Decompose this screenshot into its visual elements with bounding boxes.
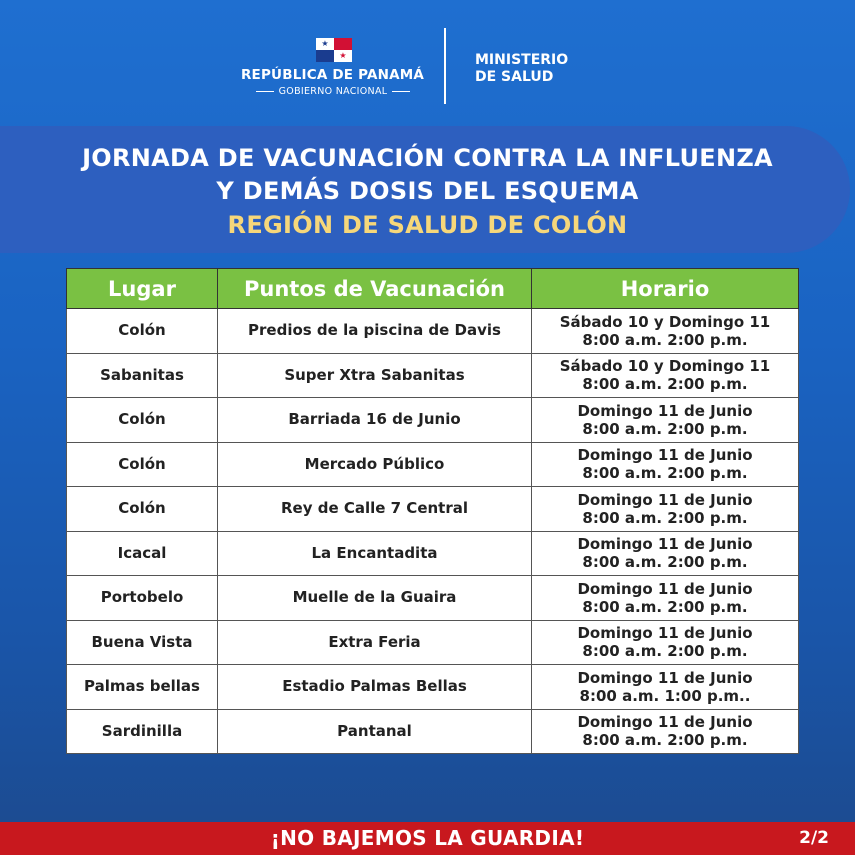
column-header-puntos: Puntos de Vacunación [218, 269, 532, 309]
table-header-row [67, 269, 799, 309]
ministerio-label [475, 52, 568, 86]
horario-time: 8:00 a.m. 2:00 p.m. [582, 731, 748, 750]
horario-day: Domingo 11 de Junio [577, 624, 753, 643]
horario-time: 8:00 a.m. 2:00 p.m. [582, 642, 748, 661]
cell-punto: Barriada 16 de Junio [218, 398, 532, 443]
flag-blue-star-icon: ★ [316, 38, 334, 50]
cell-lugar: Sabanitas [67, 353, 218, 398]
cell-punto: Rey de Calle 7 Central [218, 487, 532, 532]
horario-day: Domingo 11 de Junio [577, 535, 753, 554]
table-row [67, 398, 799, 443]
right-dash [392, 91, 410, 92]
horario-time: 8:00 a.m. 2:00 p.m. [582, 553, 748, 572]
flag-red-quarter [334, 38, 352, 50]
title-line2: Y DEMÁS DOSIS DEL ESQUEMA [216, 177, 639, 205]
table-row [67, 442, 799, 487]
cell-lugar: Portobelo [67, 576, 218, 621]
horario-day: Domingo 11 de Junio [577, 446, 753, 465]
column-header-horario: Horario [532, 269, 799, 309]
cell-lugar: Colón [67, 487, 218, 532]
horario-time: 8:00 a.m. 2:00 p.m. [582, 597, 748, 616]
table-row [67, 353, 799, 398]
title-line1: JORNADA DE VACUNACIÓN CONTRA LA INFLUENZA [82, 144, 773, 172]
horario-day: Domingo 11 de Junio [577, 668, 753, 687]
column-header-lugar: Lugar [67, 269, 218, 309]
republica-label: REPÚBLICA DE PANAMÁ [240, 67, 425, 83]
footer-bar [0, 822, 855, 855]
cell-punto: Super Xtra Sabanitas [218, 353, 532, 398]
cell-horario [532, 353, 799, 398]
footer-slogan: ¡NO BAJEMOS LA GUARDIA! [270, 826, 585, 850]
cell-lugar: Sardinilla [67, 709, 218, 754]
cell-horario [532, 398, 799, 443]
table-row [67, 487, 799, 532]
table-row [67, 665, 799, 710]
horario-time: 8:00 a.m. 2:00 p.m. [582, 419, 748, 438]
ministerio-line1: MINISTERIO [475, 52, 569, 68]
cell-horario [532, 442, 799, 487]
horario-day: Domingo 11 de Junio [577, 490, 753, 509]
horario-day: Domingo 11 de Junio [577, 713, 753, 732]
horario-day: Sábado 10 y Domingo 11 [559, 312, 771, 331]
header [0, 0, 855, 120]
cell-lugar: Colón [67, 398, 218, 443]
cell-punto: Predios de la piscina de Davis [218, 309, 532, 354]
cell-punto: Estadio Palmas Bellas [218, 665, 532, 710]
horario-day: Domingo 11 de Junio [577, 401, 753, 420]
table-row [67, 576, 799, 621]
cell-lugar: Icacal [67, 531, 218, 576]
horario-day: Domingo 11 de Junio [577, 579, 753, 598]
horario-time: 8:00 a.m. 2:00 p.m. [582, 375, 748, 394]
horario-time: 8:00 a.m. 2:00 p.m. [582, 508, 748, 527]
header-divider [444, 28, 446, 104]
table-row [67, 309, 799, 354]
horario-time: 8:00 a.m. 2:00 p.m. [582, 464, 748, 483]
cell-punto: Pantanal [218, 709, 532, 754]
panama-flag-icon [316, 38, 352, 62]
gobierno-text: GOBIERNO NACIONAL [278, 86, 388, 97]
cell-lugar: Colón [67, 442, 218, 487]
cell-horario [532, 531, 799, 576]
page-number: 2/2 [799, 828, 829, 848]
cell-horario [532, 576, 799, 621]
horario-time: 8:00 a.m. 1:00 p.m.. [579, 686, 751, 705]
table-row [67, 620, 799, 665]
cell-horario [532, 620, 799, 665]
cell-horario [532, 487, 799, 532]
gobierno-nacional-label [238, 86, 428, 97]
ministerio-line2: DE SALUD [475, 69, 554, 85]
left-dash [256, 91, 274, 92]
flag-blue-quarter [316, 50, 334, 62]
cell-punto: Extra Feria [218, 620, 532, 665]
cell-horario [532, 709, 799, 754]
cell-punto: Mercado Público [218, 442, 532, 487]
cell-punto: Muelle de la Guaira [218, 576, 532, 621]
table-row [67, 709, 799, 754]
vaccination-table [66, 268, 799, 754]
cell-horario [532, 665, 799, 710]
cell-punto: La Encantadita [218, 531, 532, 576]
horario-time: 8:00 a.m. 2:00 p.m. [582, 330, 748, 349]
flag-red-star-icon: ★ [334, 50, 352, 62]
cell-lugar: Buena Vista [67, 620, 218, 665]
table-row [67, 531, 799, 576]
horario-day: Sábado 10 y Domingo 11 [559, 357, 771, 376]
cell-horario [532, 309, 799, 354]
cell-lugar: Colón [67, 309, 218, 354]
cell-lugar: Palmas bellas [67, 665, 218, 710]
title-region: REGIÓN DE SALUD DE COLÓN [227, 211, 628, 239]
